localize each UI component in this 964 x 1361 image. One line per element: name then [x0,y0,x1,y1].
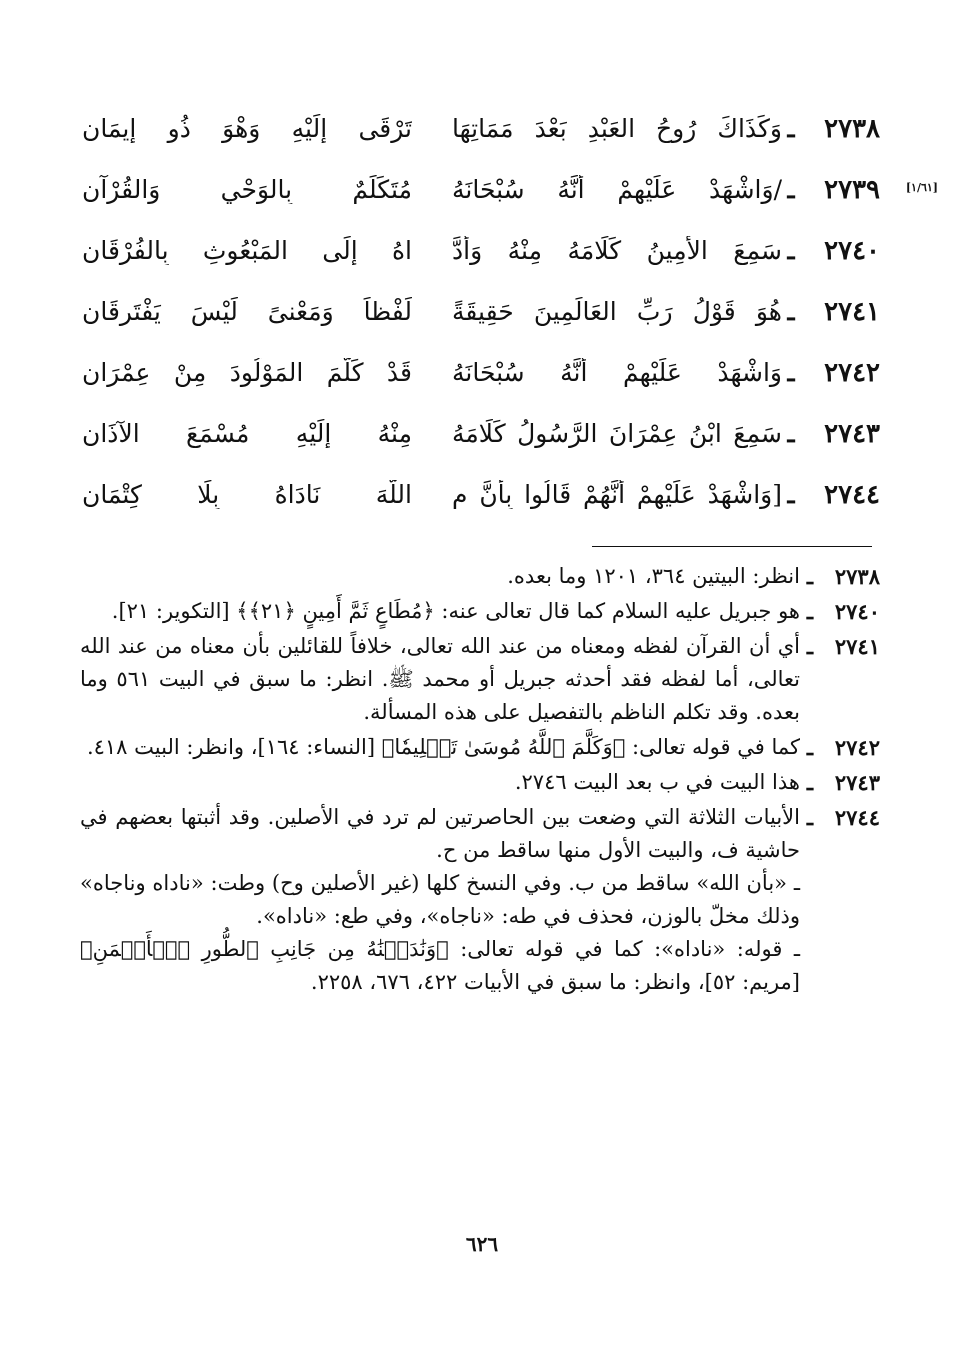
footnote-line: هذا البيت في ب بعد البيت ٢٧٤٦. [514,770,800,794]
footnote-text [80,766,800,799]
footnote [80,630,880,729]
verse-first-hemistich: هُوَ قَوْلُ رَبِّ العَالَمِينَ حَقِيقَةً [452,297,782,326]
footnote-number: ٢٧٤١ [834,634,880,659]
footnote-text [80,595,800,628]
verse-dash: ـ [787,175,795,204]
verse-dash: ـ [787,297,795,326]
verse-first-hemistich: [وَاشْهَدْ عَلَيْهِمْ أَنَّهُمْ قَالُوا بِأَنَّ م [452,480,782,509]
verse-second-hemistich: لَفْظاً وَمَعْنىً لَيْسَ يَفْتَرِقَانِ [82,297,412,326]
verse-row [80,98,880,159]
verse-number: ٢٧٣٩ [824,174,880,205]
footnote-line: كما في قوله تعالى: ﴿وَكَلَّمَ ٱللَّهُ مُوسَىٰ تَكۡلِيمٗا﴾ [النساء: ١٦٤]، وانظر: البيت ٤١٨. [86,735,800,759]
verse-second-hemistich: مُتَكَلِّمٌ بِالوَحْيِ وَالقُرْآنِ [82,175,412,204]
footnote-dash: ـ [806,735,814,760]
verse-block [80,98,938,525]
footnote-number: ٢٧٤٣ [834,770,880,795]
footnote-number: ٢٧٤٠ [834,599,880,624]
verse-row [80,464,880,525]
page-number: ٦٢٦ [465,1232,499,1256]
verse-row [80,342,880,403]
verse-first-hemistich: /وَاشْهَدْ عَلَيْهِمْ أَنَّهُ سُبْحَانَهُ [452,175,782,204]
footnote-dash: ـ [806,564,814,589]
footnote-number: ٢٧٤٢ [834,735,880,760]
footnote-dash: ـ [806,634,814,659]
verse-dash: ـ [787,480,795,509]
verse-first-hemistich: وَكَذَاكَ رُوحُ العَبْدِ بَعْدَ مَمَاتِهَا [452,114,782,143]
verse-number: ٢٧٤٤ [824,479,880,510]
footnote-dash: ـ [806,805,814,830]
verse-row [80,220,880,281]
footnote-line: انظر: البيتين ٣٦٤، ١٢٠١ وما بعده. [507,564,800,588]
verse-row [80,281,880,342]
footnote-dash: ـ [806,770,814,795]
footnote-dash: ـ [806,599,814,624]
verse-first-hemistich: سَمِعَ الأَمِينُ كَلَامَهُ مِنْهُ وَأَدَّ [452,236,782,265]
verse-second-hemistich: تَرْقَى إِلَيْهِ وَهْوَ ذُو إِيمَانِ [82,114,412,143]
footnote-line: هو جبريل عليه السلام كما قال تعالى عنه: ﴿مُطَاعٍ ثَمَّ أَمِينٍ ﴿٢١﴾﴾ [التكوير: ٢١]. [111,599,800,623]
footnote-text [80,731,800,764]
footnote-line: أي أن القرآن لفظه ومعناه من عند الله تعالى، خلافاً للقائلين بأن معناه من عند الله تعالى، أما لفظه فقد أحدثه جبريل أو محمد ﷺ. انظر: ما سبق في البيت ٥٦١ وما بعده. وقد تكلم الناظم بالتفصيل على هذه المسألة. [80,634,801,724]
footnote-number: ٢٧٤٤ [834,805,880,830]
footnote-number: ٢٧٣٨ [834,564,880,589]
verse-number: ٢٧٤٣ [824,418,880,449]
footnote-line: ـ قوله: «ناداه»: كما في قوله تعالى: ﴿وَنَٰدَيۡنَٰهُ مِن جَانِبِ ٱلطُّورِ ٱلۡأَيۡمَنِ﴾ [مريم: ٥٢]، وانظر: ما سبق في الأبيات ٤٢٢، ٦٧٦، ٢٢٥٨. [80,937,800,994]
verse-dash: ـ [787,358,795,387]
verse-number: ٢٧٤٠ [824,235,880,266]
verse-row [80,159,938,220]
verse-number: ٢٧٤١ [824,296,880,327]
verse-number: ٢٧٣٨ [824,113,880,144]
footnote [80,801,880,999]
footnote-line: الأبيات الثلاثة التي وضعت بين الحاصرتين لم ترد في الأصلين. وقد أثبتها بعضهم في حاشية ف، والبيت الأول منها ساقط من ح. [80,805,800,862]
verse-row [80,403,880,464]
footnote [80,595,880,628]
verse-dash: ـ [787,419,795,448]
footnotes-section [80,560,880,1001]
verse-second-hemistich: قَدْ كَلَّمَ المَوْلُودَ مِنْ عِمْرَانِ [82,358,412,387]
verse-number: ٢٧٤٢ [824,357,880,388]
verse-dash: ـ [787,236,795,265]
footnote-text [80,630,800,729]
manuscript-folio-marker: [١/٦١] [905,181,938,194]
verse-first-hemistich: وَاشْهَدْ عَلَيْهِمْ أَنَّهُ سُبْحَانَهُ [452,358,782,387]
verse-second-hemistich: مِنْهُ إِلَيْهِ مُسْمَعَ الآذَانِ [82,419,412,448]
verse-first-hemistich: سَمِعَ ابْنُ عِمْرَانَ الرَّسُولُ كَلَامَهُ [452,419,782,448]
footnote-text [80,560,800,593]
footnote-text [80,801,800,999]
footnote-separator-rule [592,546,872,547]
footnote [80,560,880,593]
footnote [80,766,880,799]
footnote-line: ـ «بأن الله» ساقط من ب. وفي النسخ كلها (غير الأصلين وح) وطت: «ناداه وناجاه» وذلك مخلّ بالوزن، فحذف في طه: «ناجاه»، وفي طع: «ناداه». [80,871,800,928]
verse-second-hemistich: اللَّهَ نَادَاهُ بِلَا كِتْمَانِ [82,480,412,509]
verse-second-hemistich: اهُ إِلَى المَبْعُوثِ بِالفُرْقَانِ [82,236,412,265]
verse-dash: ـ [787,114,795,143]
footnote [80,731,880,764]
